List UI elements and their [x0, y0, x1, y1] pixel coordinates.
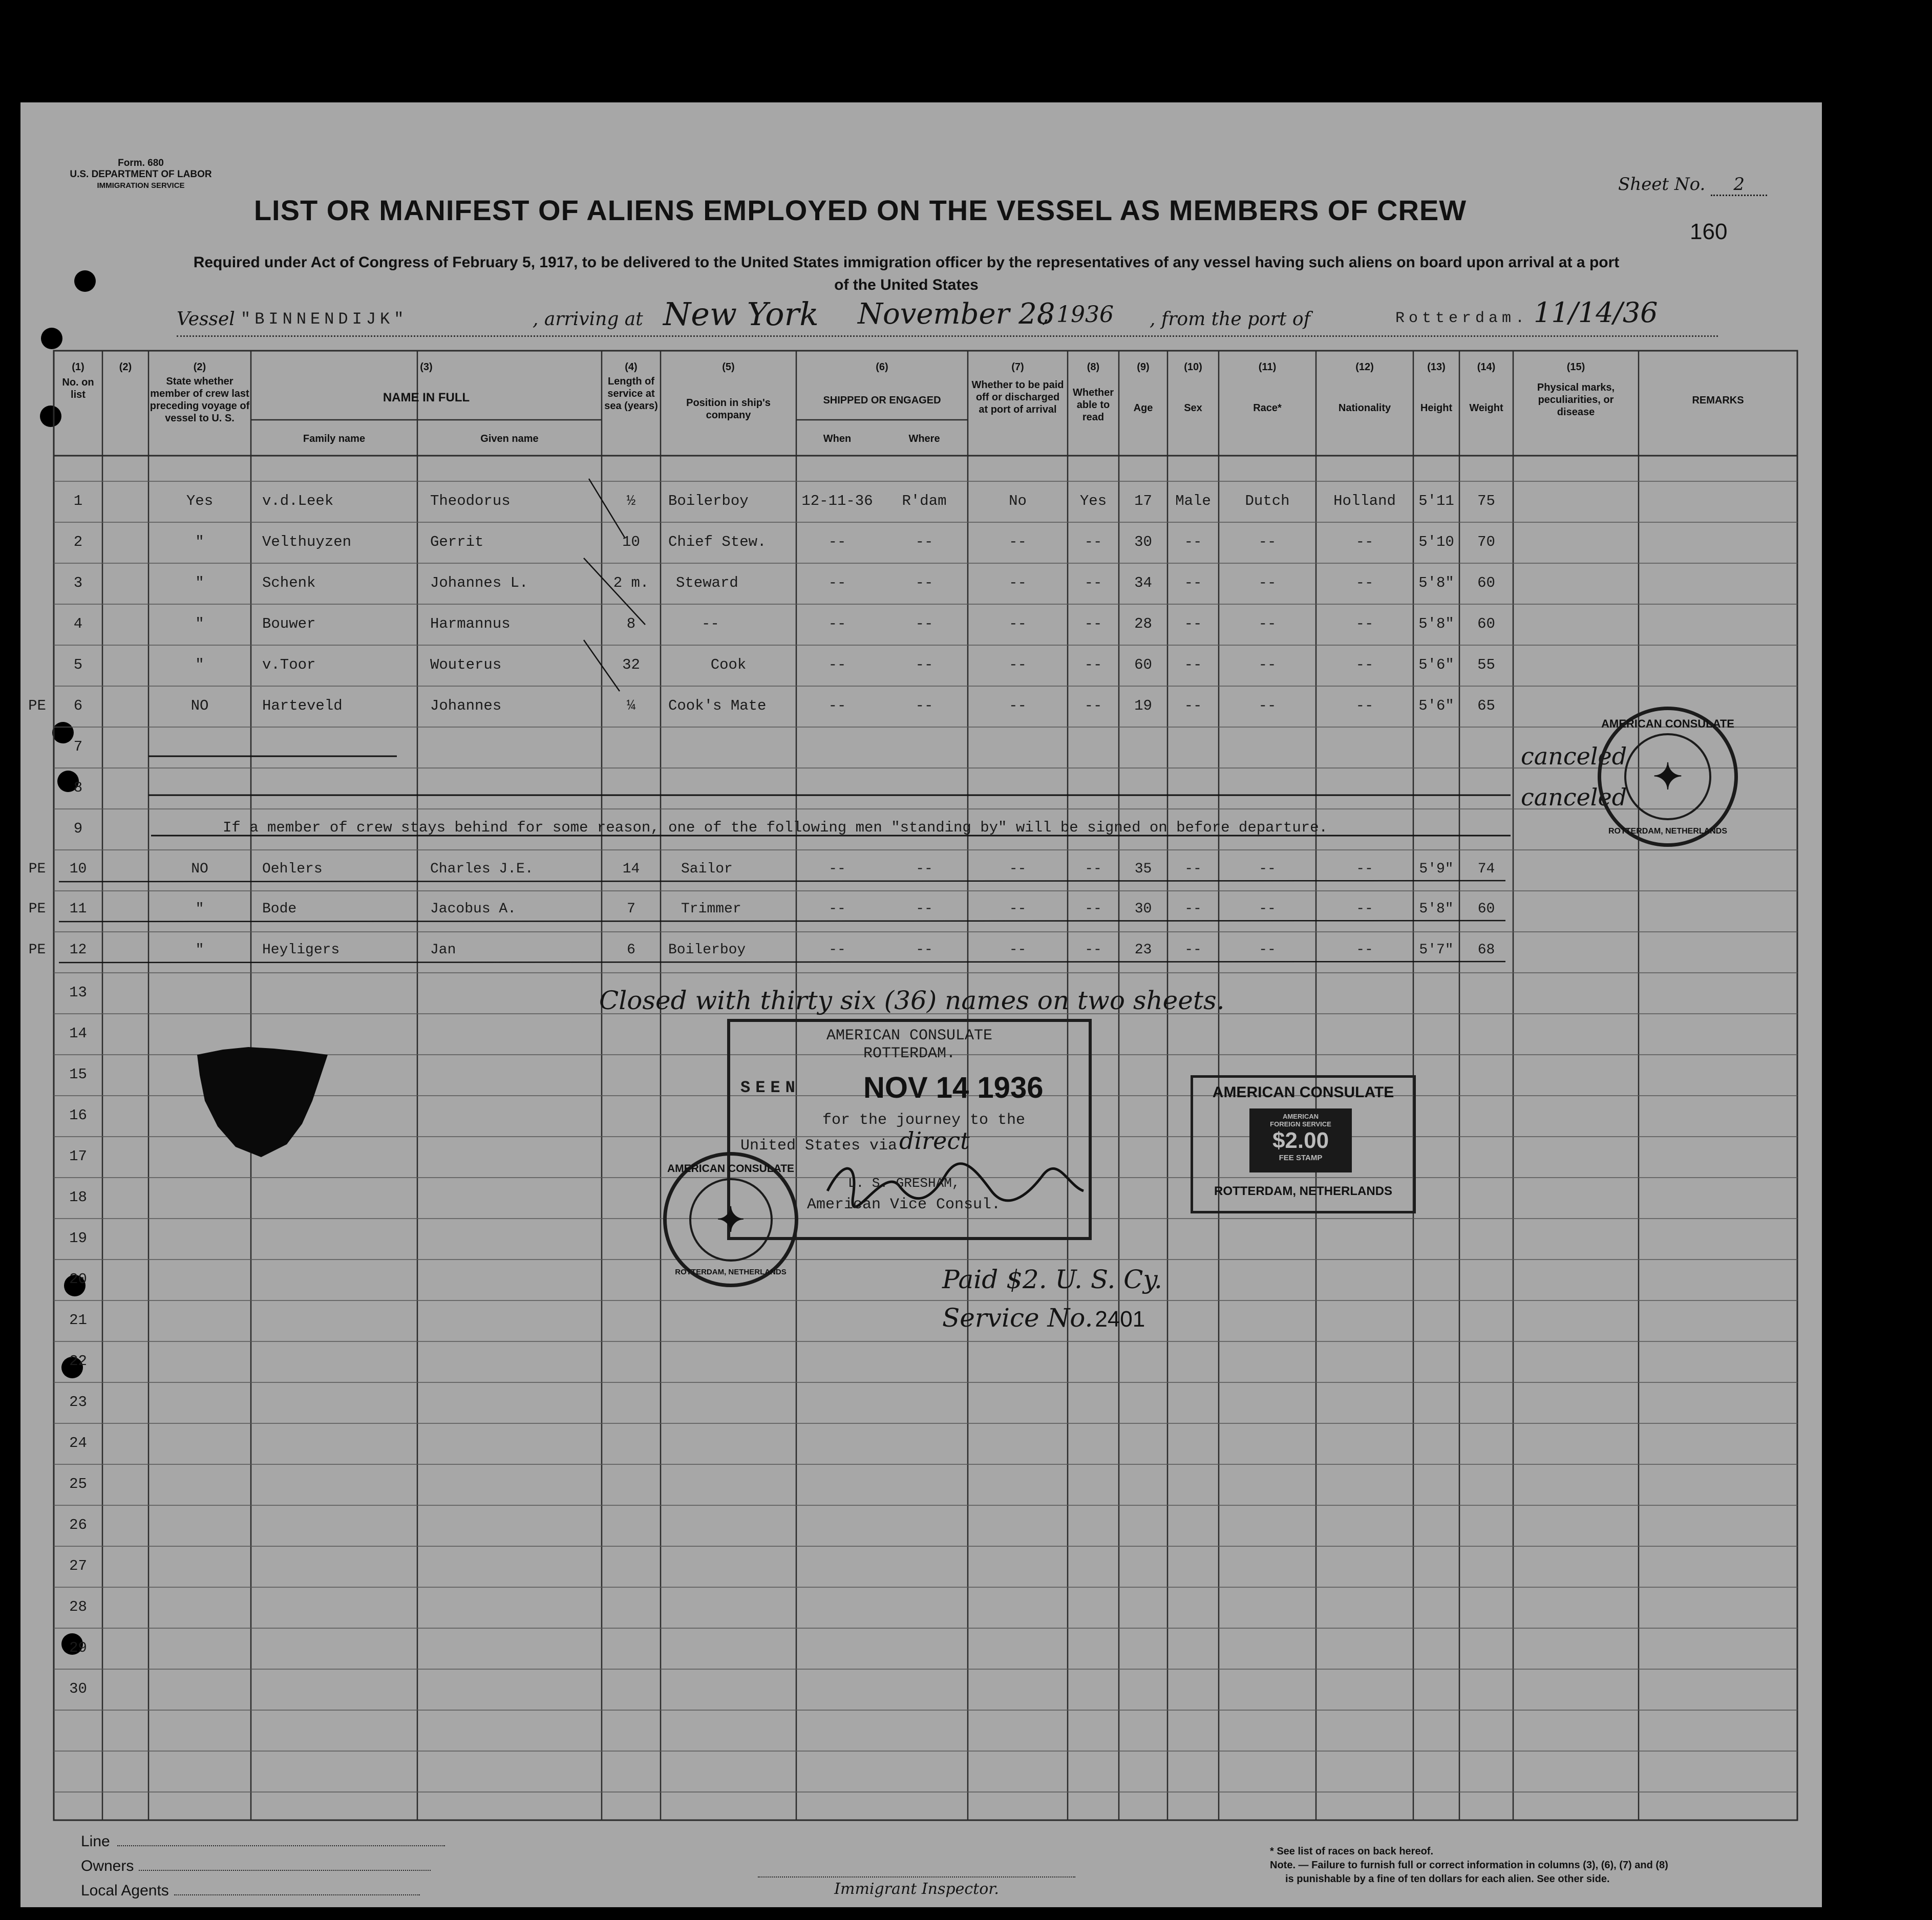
row-service: 2 m.	[613, 574, 649, 591]
row-given-name: Harmannus	[430, 615, 511, 632]
col-name-in-full: NAME IN FULL	[383, 391, 470, 404]
row-where: --	[916, 901, 933, 917]
seal-bottom-text: ROTTERDAM, NETHERLANDS	[1608, 827, 1727, 836]
footer-note: Note. — Failure to furnish full or correct information in columns (3), (6), (7) and (8)	[1270, 1860, 1668, 1871]
row-sex: --	[1184, 861, 1202, 877]
row-read: --	[1084, 574, 1102, 591]
footer-note: is punishable by a fine of ten dollars for each alien. See other side.	[1285, 1873, 1610, 1885]
col-position: Position in ship's company	[686, 397, 771, 421]
row-no: 23	[69, 1394, 87, 1411]
row-prev-voyage: NO	[190, 697, 209, 714]
col-remarks: REMARKS	[1692, 395, 1744, 406]
col-where: Where	[908, 433, 940, 444]
row-weight: 60	[1477, 574, 1495, 591]
vessel-label: Vessel	[177, 309, 235, 330]
row-when: --	[829, 901, 846, 917]
form-title: LIST OR MANIFEST OF ALIENS EMPLOYED ON THE VESSEL AS MEMBERS OF CREW	[253, 194, 1467, 226]
row-no: 6	[73, 697, 83, 714]
row-pe-mark: PE	[28, 861, 46, 877]
col-prev-voyage: State whether member of crew last preceding voyage of vessel to U. S.	[150, 376, 250, 424]
row-no: 15	[69, 1066, 87, 1083]
closed-note: Closed with thirty six (36) names on two sheets.	[599, 986, 1225, 1015]
row-given-name: Jacobus A.	[430, 901, 517, 917]
service-name: IMMIGRATION SERVICE	[97, 181, 185, 190]
row-paid: --	[1009, 574, 1027, 591]
row-paid: --	[1009, 861, 1027, 877]
row-no: 17	[69, 1148, 87, 1165]
row-position: Cook's Mate	[668, 697, 767, 714]
subtitle-line-1: Required under Act of Congress of February 5, 1917, to be delivered to the United States immigration officer by the representatives of any vessel having such aliens on board upon arrival at a port	[193, 254, 1620, 271]
row-read: --	[1084, 656, 1102, 673]
row-given-name: Gerrit	[430, 534, 484, 550]
row-family-name: Schenk	[262, 574, 316, 591]
footer-line-label: Line	[81, 1833, 110, 1850]
row-prev-voyage: "	[195, 615, 204, 632]
row-service: 14	[622, 861, 640, 877]
table-row	[20, 493, 1822, 515]
footer-line-field	[81, 1833, 445, 1858]
table-row	[20, 861, 1822, 884]
visa-stamp-title: American Vice Consul.	[807, 1196, 1001, 1213]
row-pe-mark: PE	[28, 697, 46, 714]
col-race: Race*	[1253, 402, 1282, 414]
row-height: 5'6"	[1418, 656, 1454, 673]
row-prev-voyage: "	[195, 656, 204, 673]
col-no-on-list: No. on list	[62, 377, 94, 400]
row-pe-mark: PE	[28, 901, 46, 917]
manifest-sheet	[20, 102, 1822, 1907]
sheet-number-value: 2	[1711, 174, 1767, 196]
table-header	[54, 351, 1797, 456]
row-race: --	[1259, 901, 1276, 917]
row-position: Boilerboy	[668, 493, 749, 509]
fee-stamp-line: AMERICAN	[1282, 1113, 1319, 1120]
row-read: --	[1084, 615, 1102, 632]
sheet-number-label: Sheet No.	[1618, 174, 1706, 195]
canceled-note: canceled	[1521, 742, 1627, 770]
row-nationality: --	[1355, 656, 1374, 673]
table-row	[20, 574, 1822, 597]
row-race: --	[1259, 861, 1276, 877]
row-paid: --	[1009, 901, 1027, 917]
row-height: 5'8"	[1418, 574, 1454, 591]
footer-notes	[1270, 1845, 1797, 1886]
footer-owners-field	[81, 1858, 445, 1882]
row-weight: 70	[1477, 534, 1495, 550]
row-age: 28	[1134, 615, 1152, 632]
row-no: 20	[69, 1271, 87, 1288]
inspector-label: Immigrant Inspector.	[834, 1880, 999, 1898]
row-no: 8	[73, 779, 83, 796]
row-when: --	[828, 656, 846, 673]
footer-owners-label: Owners	[81, 1858, 134, 1874]
row-no: 16	[69, 1107, 87, 1124]
row-race: --	[1258, 574, 1277, 591]
row-given-name: Johannes L.	[430, 574, 528, 591]
row-no: 19	[69, 1230, 87, 1247]
row-given-name: Wouterus	[430, 656, 502, 673]
row-position: Steward	[676, 574, 738, 591]
colnum-10: (10)	[1184, 361, 1202, 373]
colnum-14: (14)	[1477, 361, 1496, 373]
row-service: ¼	[626, 697, 636, 714]
row-sex: Male	[1175, 493, 1211, 509]
page-number: 160	[1690, 219, 1728, 244]
row-no: 5	[73, 656, 83, 673]
row-no: 2	[73, 534, 83, 550]
row-weight: 68	[1477, 942, 1495, 958]
arrival-date: November 28	[858, 297, 1055, 331]
row-no: 22	[69, 1353, 87, 1370]
row-weight: 60	[1477, 901, 1495, 917]
colnum-12: (12)	[1355, 361, 1374, 373]
row-service: ½	[626, 493, 636, 509]
row-age: 34	[1134, 574, 1152, 591]
row-sex: --	[1184, 901, 1202, 917]
visa-stamp-consulate: AMERICAN CONSULATE	[826, 1027, 993, 1044]
row-no: 27	[69, 1558, 87, 1574]
row-prev-voyage: "	[195, 574, 204, 591]
row-no: 4	[73, 615, 83, 632]
row-when: --	[829, 942, 846, 958]
row-where: --	[916, 942, 933, 958]
row-sex: --	[1184, 534, 1202, 550]
row-age: 30	[1134, 901, 1152, 917]
arriving-label: , arriving at	[533, 309, 643, 330]
row-height: 5'8"	[1419, 901, 1454, 917]
row-where: --	[915, 534, 933, 550]
table-row	[20, 534, 1822, 556]
row-service: 10	[622, 534, 640, 550]
row-height: 5'11	[1418, 493, 1454, 509]
row-height: 5'10	[1418, 534, 1454, 550]
col-height: Height	[1420, 402, 1453, 414]
row-position: Chief Stew.	[668, 534, 767, 550]
colnum-5: (5)	[722, 361, 735, 373]
row-prev-voyage: Yes	[186, 493, 214, 509]
row-where: --	[915, 615, 933, 632]
row-weight: 75	[1477, 493, 1495, 509]
row-no: 10	[69, 861, 87, 877]
row-service: 7	[627, 901, 635, 917]
footer-agents-label: Local Agents	[81, 1882, 169, 1899]
row-race: --	[1258, 534, 1277, 550]
row-service: 32	[622, 656, 640, 673]
row-race: --	[1258, 656, 1277, 673]
row-weight: 74	[1477, 861, 1495, 877]
row-paid: --	[1009, 615, 1027, 632]
row-race: --	[1258, 615, 1277, 632]
row-when: --	[828, 534, 846, 550]
fee-stamp	[1191, 1075, 1416, 1213]
row-prev-voyage: "	[195, 942, 204, 958]
row-weight: 60	[1477, 615, 1495, 632]
port-label: , from the port of	[1150, 309, 1310, 330]
row-sex: --	[1184, 942, 1202, 958]
row-height: 5'6"	[1418, 697, 1454, 714]
row-family-name: Oehlers	[262, 861, 323, 877]
row-age: 19	[1134, 697, 1152, 714]
departure-port: Rotterdam.	[1395, 310, 1529, 327]
row-prev-voyage: "	[195, 901, 204, 917]
colnum-8: (8)	[1087, 361, 1100, 373]
row-paid: --	[1009, 534, 1027, 550]
row-given-name: Jan	[430, 942, 456, 958]
standing-by-note: If a member of crew stays behind for some reason, one of the following men "standing by" will be signed on before departure.	[223, 819, 1328, 836]
col-age: Age	[1133, 402, 1153, 414]
row-family-name: v.Toor	[262, 656, 316, 673]
row-no: 1	[73, 493, 83, 509]
row-no: 13	[69, 984, 87, 1001]
row-position: Sailor	[681, 861, 733, 877]
visa-stamp-via-label: United States via	[740, 1137, 898, 1155]
col-physical-marks: Physical marks, peculiarities, or disease	[1537, 382, 1615, 418]
row-weight: 55	[1477, 656, 1495, 673]
visa-stamp-city: ROTTERDAM.	[863, 1045, 956, 1062]
row-race: --	[1258, 697, 1277, 714]
table-row	[20, 697, 1822, 720]
row-nationality: Holland	[1333, 493, 1396, 509]
row-sex: --	[1184, 574, 1202, 591]
service-number-field	[942, 1303, 1145, 1333]
row-no: 28	[69, 1598, 87, 1615]
visa-stamp-date: NOV 14 1936	[863, 1071, 1044, 1104]
visa-stamp-via: direct	[899, 1127, 970, 1155]
row-height: 5'9"	[1419, 861, 1454, 877]
inspector-signature-line	[758, 1876, 1075, 1878]
row-service: 6	[627, 942, 635, 958]
col-length-service: Length of service at sea (years)	[604, 376, 658, 412]
row-age: 30	[1134, 534, 1152, 550]
row-where: --	[915, 656, 933, 673]
row-family-name: v.d.Leek	[262, 493, 334, 509]
row-when: 12-11-36	[801, 493, 873, 509]
subtitle-line-2: of the United States	[834, 276, 979, 293]
row-when: --	[828, 574, 846, 591]
row-family-name: Bode	[262, 901, 297, 917]
row-no: 30	[69, 1680, 87, 1697]
row-nationality: --	[1356, 861, 1373, 877]
col-nationality: Nationality	[1338, 402, 1391, 414]
fee-stamp-amount: $2.00	[1272, 1128, 1329, 1153]
seal-top-text: AMERICAN CONSULATE	[1601, 717, 1734, 730]
col-family-name: Family name	[303, 433, 366, 444]
visa-stamp-seen: SEEN	[740, 1078, 800, 1097]
colnum-7: (7)	[1011, 361, 1024, 373]
row-prev-voyage: "	[195, 534, 204, 550]
row-age: 23	[1134, 942, 1152, 958]
colnum-6: (6)	[876, 361, 888, 373]
row-nationality: --	[1355, 615, 1374, 632]
row-position: Boilerboy	[668, 942, 746, 958]
row-where: --	[915, 574, 933, 591]
department-name: U.S. DEPARTMENT OF LABOR	[70, 169, 212, 180]
row-age: 60	[1134, 656, 1152, 673]
row-paid: No	[1009, 493, 1027, 509]
row-weight: 65	[1477, 697, 1495, 714]
seal-top-text: AMERICAN CONSULATE	[667, 1163, 795, 1175]
col-paid-off: Whether to be paid off or discharged at port of arrival	[971, 379, 1064, 415]
row-no: 25	[69, 1476, 87, 1492]
row-paid: --	[1009, 697, 1027, 714]
row-read: --	[1085, 901, 1102, 917]
service-number-value: 2401	[1095, 1307, 1145, 1332]
row-race: Dutch	[1245, 493, 1290, 509]
table-row	[20, 656, 1822, 679]
row-race: --	[1259, 942, 1276, 958]
row-no: 3	[73, 574, 83, 591]
row-no: 26	[69, 1517, 87, 1533]
row-where: R'dam	[902, 493, 947, 509]
row-where: --	[915, 697, 933, 714]
form-number: Form. 680	[118, 158, 164, 168]
row-prev-voyage: NO	[191, 861, 208, 877]
table-row	[20, 615, 1822, 638]
colnum-13: (13)	[1427, 361, 1446, 373]
fee-stamp-label	[1249, 1108, 1352, 1172]
colnum-2: (2)	[119, 361, 132, 373]
colnum-3: (3)	[420, 361, 433, 373]
row-family-name: Bouwer	[262, 615, 316, 632]
colnum-1: (1)	[72, 361, 84, 373]
colnum-4: (4)	[625, 361, 638, 373]
row-height: 5'7"	[1419, 942, 1454, 958]
colnum-11: (11)	[1258, 361, 1277, 373]
row-no: 14	[69, 1025, 87, 1042]
row-where: --	[916, 861, 933, 877]
row-height: 5'8"	[1418, 615, 1454, 632]
footer-agents-field	[81, 1882, 445, 1907]
row-paid: --	[1009, 656, 1027, 673]
service-number-label: Service No.	[942, 1303, 1093, 1333]
row-age: 35	[1134, 861, 1152, 877]
eagle-emblem-icon: ✦	[689, 1178, 773, 1262]
row-nationality: --	[1355, 574, 1374, 591]
row-no: 21	[69, 1312, 87, 1329]
footer-note: * See list of races on back hereof.	[1270, 1846, 1434, 1857]
row-when: --	[828, 615, 846, 632]
colnum-9: (9)	[1137, 361, 1150, 373]
row-given-name: Johannes	[430, 697, 502, 714]
row-sex: --	[1184, 615, 1202, 632]
colnum-2b: (2)	[193, 361, 206, 373]
col-able-read: Whether able to read	[1073, 387, 1114, 423]
row-no: 11	[69, 901, 87, 917]
row-read: --	[1084, 534, 1102, 550]
row-position: --	[702, 615, 719, 632]
row-no: 12	[69, 942, 87, 958]
col-given-name: Given name	[480, 433, 539, 444]
row-pe-mark: PE	[28, 942, 46, 958]
seal-bottom-text: ROTTERDAM, NETHERLANDS	[675, 1268, 787, 1276]
row-read: --	[1085, 861, 1102, 877]
row-no: 7	[73, 738, 83, 755]
ink-blot	[197, 1047, 328, 1157]
col-sex: Sex	[1184, 402, 1202, 414]
arrival-year: , 1936	[1042, 302, 1114, 328]
row-given-name: Theodorus	[430, 493, 511, 509]
consulate-seal	[663, 1152, 798, 1287]
row-family-name: Heyligers	[262, 942, 340, 958]
arriving-port: New York	[663, 295, 819, 333]
row-no: 24	[69, 1435, 87, 1452]
row-read: --	[1084, 697, 1102, 714]
visa-stamp-journey: for the journey to the	[822, 1112, 1026, 1129]
row-sex: --	[1184, 656, 1202, 673]
departure-date: 11/14/36	[1534, 296, 1658, 329]
row-position: Cook	[710, 656, 747, 673]
row-position: Trimmer	[681, 901, 741, 917]
row-when: --	[829, 861, 846, 877]
row-when: --	[828, 697, 846, 714]
row-read: Yes	[1079, 493, 1107, 509]
row-nationality: --	[1355, 697, 1374, 714]
row-no: 9	[73, 820, 83, 837]
row-nationality: --	[1356, 942, 1373, 958]
col-when: When	[823, 433, 852, 444]
row-paid: --	[1009, 942, 1027, 958]
paid-note: Paid $2. U. S. Cy.	[942, 1265, 1162, 1294]
row-read: --	[1085, 942, 1102, 958]
row-age: 17	[1134, 493, 1152, 509]
canceled-note: canceled	[1521, 783, 1627, 811]
row-family-name: Harteveld	[262, 697, 343, 714]
row-sex: --	[1184, 697, 1202, 714]
row-nationality: --	[1355, 534, 1374, 550]
footer-signature-fields	[81, 1833, 445, 1907]
visa-stamp-officer: L. S. GRESHAM,	[848, 1176, 960, 1191]
fee-stamp-line: FOREIGN SERVICE	[1270, 1120, 1331, 1128]
row-service: 8	[626, 615, 636, 632]
row-given-name: Charles J.E.	[430, 861, 534, 877]
col-shipped-engaged: SHIPPED OR ENGAGED	[823, 395, 941, 406]
row-nationality: --	[1356, 901, 1373, 917]
row-family-name: Velthuyzen	[262, 534, 352, 550]
vessel-name: "BINNENDIJK"	[241, 310, 408, 329]
fee-stamp-line: FEE STAMP	[1279, 1154, 1323, 1162]
table-row	[20, 901, 1822, 924]
fee-stamp-footer: ROTTERDAM, NETHERLANDS	[1214, 1184, 1392, 1198]
colnum-15: (15)	[1566, 361, 1585, 373]
col-weight: Weight	[1469, 402, 1503, 414]
row-no: 18	[69, 1189, 87, 1206]
row-no: 29	[69, 1639, 87, 1656]
fee-stamp-header: AMERICAN CONSULATE	[1212, 1084, 1394, 1101]
consulate-seal	[1598, 707, 1738, 847]
eagle-emblem-icon: ✦	[1624, 733, 1711, 820]
table-row	[20, 942, 1822, 965]
